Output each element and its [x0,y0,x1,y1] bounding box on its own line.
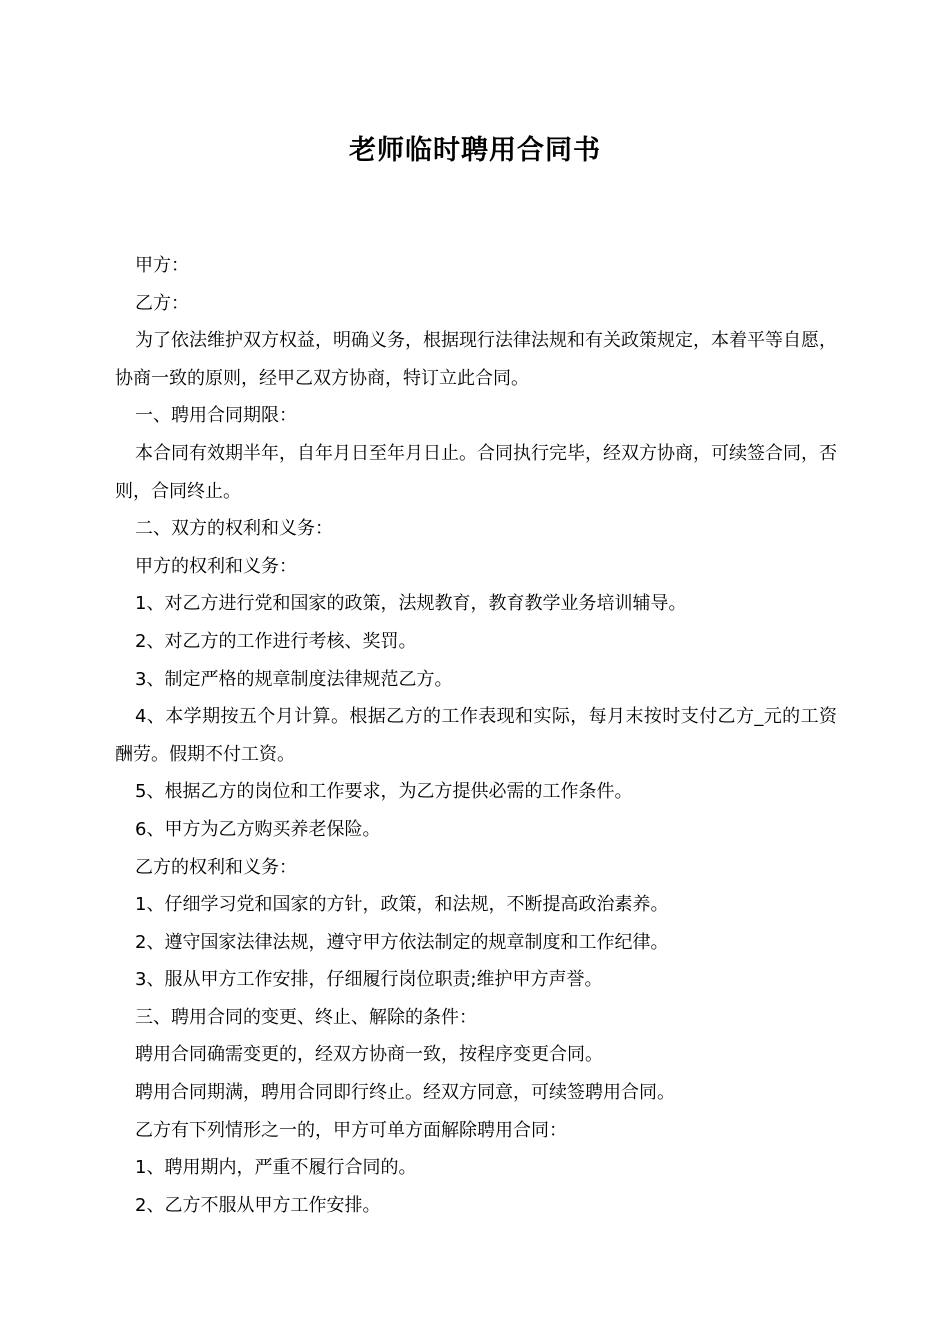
section-heading-term: 一、聘用合同期限： [135,405,297,427]
list-item: 2、遵守国家法律法规，遵守甲方依法制定的规章制度和工作纪律。 [135,931,669,953]
list-item: 6、甲方为乙方购买养老保险。 [135,818,381,840]
section-heading-change: 三、聘用合同的变更、终止、解除的条件： [135,1006,477,1028]
list-item: 4、本学期按五个月计算。根据乙方的工作表现和实际，每月末按时支付乙方_元的工资酬劳。假期不付工资。 [115,706,837,765]
list-item: 2、对乙方的工作进行考核、奖罚。 [135,630,417,652]
document-title: 老师临时聘用合同书 [349,135,601,166]
clause-paragraph: 聘用合同确需变更的，经双方协商一致，按程序变更合同。 [135,1044,603,1066]
document-body [115,247,837,1224]
clause-paragraph: 乙方有下列情形之一的，甲方可单方面解除聘用合同： [135,1119,567,1141]
list-item: 1、仔细学习党和国家的方针，政策，和法规，不断提高政治素养。 [135,894,669,916]
term-paragraph: 本合同有效期半年，自年月日至年月日止。合同执行完毕，经双方协商，可续签合同，否则，合同终止。 [115,442,837,502]
subheading-party-b-rights: 乙方的权利和义务： [135,856,297,878]
list-item: 5、根据乙方的岗位和工作要求，为乙方提供必需的工作条件。 [135,781,633,803]
party-a-line: 甲方： [135,255,189,276]
section-heading-rights: 二、双方的权利和义务： [135,518,333,540]
preamble-paragraph: 为了依法维护双方权益，明确义务，根据现行法律法规和有关政策规定，本着平等自愿，协商一致的原则，经甲乙双方协商，特订立此合同。 [115,330,837,389]
list-item: 3、制定严格的规章制度法律规范乙方。 [135,668,453,690]
party-b-line: 乙方： [135,292,189,314]
subheading-party-a-rights: 甲方的权利和义务： [135,555,297,577]
list-item: 1、聘用期内，严重不履行合同的。 [135,1157,417,1179]
list-item: 1、对乙方进行党和国家的政策，法规教育，教育教学业务培训辅导。 [135,593,687,615]
clause-paragraph: 聘用合同期满，聘用合同即行终止。经双方同意，可续签聘用合同。 [135,1082,675,1104]
list-item: 2、乙方不服从甲方工作安排。 [135,1194,381,1216]
list-item: 3、服从甲方工作安排，仔细履行岗位职责;维护甲方声誉。 [135,969,603,991]
